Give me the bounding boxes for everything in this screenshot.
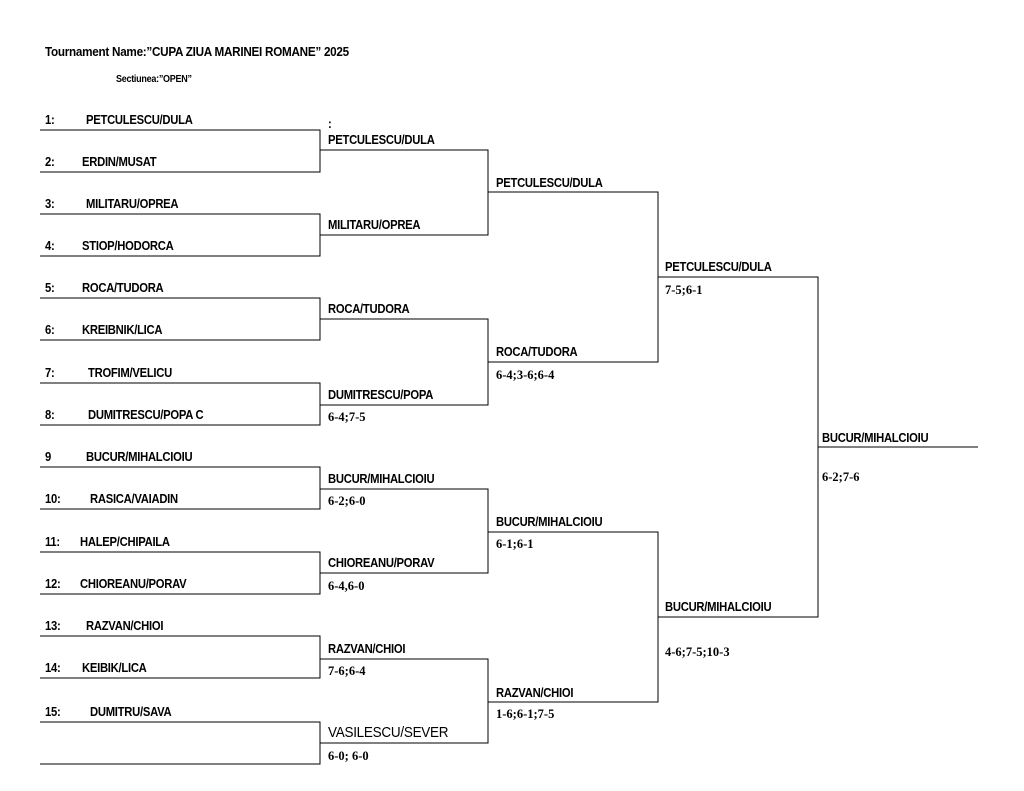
entry-team-11: HALEP/CHIPAILA bbox=[80, 535, 170, 549]
entry-team-7: TROFIM/VELICU bbox=[88, 366, 172, 380]
entry-number-4: 4: bbox=[45, 239, 55, 253]
entry-number-2: 2: bbox=[45, 155, 55, 169]
section-label: Sectiunea:”OPEN” bbox=[116, 74, 192, 85]
entry-team-4: STIOP/HODORCA bbox=[82, 239, 174, 253]
round2-mark: : bbox=[328, 117, 332, 131]
entry-number-5: 5: bbox=[45, 281, 55, 295]
entry-team-15: DUMITRU/SAVA bbox=[90, 705, 172, 719]
entry-number-10: 10: bbox=[45, 492, 61, 506]
entry-team-12: CHIOREANU/PORAV bbox=[80, 577, 187, 591]
round2-winner-8: VASILESCU/SEVER bbox=[328, 724, 449, 741]
entry-number-8: 8: bbox=[45, 408, 55, 422]
entry-number-11: 11: bbox=[45, 535, 60, 549]
sf-winner-1: PETCULESCU/DULA bbox=[665, 260, 772, 274]
round2-winner-3: ROCA/TUDORA bbox=[328, 302, 410, 316]
round2-winner-2: MILITARU/OPREA bbox=[328, 218, 421, 232]
round2-score-6: 6-4,6-0 bbox=[328, 579, 365, 593]
sf-winner-2: BUCUR/MIHALCIOIU bbox=[665, 600, 772, 614]
entry-number-14: 14: bbox=[45, 661, 61, 675]
entry-number-1: 1: bbox=[45, 113, 55, 127]
entry-number-3: 3: bbox=[45, 197, 55, 211]
round2-winner-6: CHIOREANU/PORAV bbox=[328, 556, 435, 570]
entry-team-14: KEIBIK/LICA bbox=[82, 661, 147, 675]
entry-number-9: 9 bbox=[45, 450, 51, 464]
entry-team-3: MILITARU/OPREA bbox=[86, 197, 179, 211]
round2-score-8: 6-0; 6-0 bbox=[328, 749, 369, 763]
entry-team-8: DUMITRESCU/POPA C bbox=[88, 408, 204, 422]
qf-winner-2: ROCA/TUDORA bbox=[496, 345, 578, 359]
entry-team-6: KREIBNIK/LICA bbox=[82, 323, 163, 337]
round2-winner-4: DUMITRESCU/POPA bbox=[328, 388, 434, 402]
entry-team-13: RAZVAN/CHIOI bbox=[86, 619, 164, 633]
round2-score-5: 6-2;6-0 bbox=[328, 494, 366, 508]
entry-team-9: BUCUR/MIHALCIOIU bbox=[86, 450, 193, 464]
tournament-winner: BUCUR/MIHALCIOIU bbox=[822, 431, 929, 445]
tournament-title: Tournament Name:”CUPA ZIUA MARINEI ROMANE” 2025 bbox=[45, 44, 349, 59]
qf-score-2: 6-4;3-6;6-4 bbox=[496, 368, 555, 382]
qf-winner-3: BUCUR/MIHALCIOIU bbox=[496, 515, 603, 529]
final-score: 6-2;7-6 bbox=[822, 470, 860, 484]
entry-number-13: 13: bbox=[45, 619, 61, 633]
sf-score-1: 7-5;6-1 bbox=[665, 283, 703, 297]
entry-team-1: PETCULESCU/DULA bbox=[86, 113, 193, 127]
round2-winner-1: PETCULESCU/DULA bbox=[328, 133, 435, 147]
round2-winner-5: BUCUR/MIHALCIOIU bbox=[328, 472, 435, 486]
entry-number-12: 12: bbox=[45, 577, 61, 591]
qf-score-3: 6-1;6-1 bbox=[496, 537, 534, 551]
entry-team-2: ERDIN/MUSAT bbox=[82, 155, 157, 169]
entry-team-10: RASICA/VAIADIN bbox=[90, 492, 178, 506]
entry-team-5: ROCA/TUDORA bbox=[82, 281, 164, 295]
qf-winner-4: RAZVAN/CHIOI bbox=[496, 686, 574, 700]
qf-score-4: 1-6;6-1;7-5 bbox=[496, 707, 555, 721]
round2-score-7: 7-6;6-4 bbox=[328, 664, 366, 678]
qf-winner-1: PETCULESCU/DULA bbox=[496, 176, 603, 190]
sf-score-2: 4-6;7-5;10-3 bbox=[665, 645, 730, 659]
entry-number-15: 15: bbox=[45, 705, 61, 719]
round2-winner-7: RAZVAN/CHIOI bbox=[328, 642, 406, 656]
entry-number-7: 7: bbox=[45, 366, 55, 380]
round2-score-4: 6-4;7-5 bbox=[328, 410, 366, 424]
entry-number-6: 6: bbox=[45, 323, 55, 337]
